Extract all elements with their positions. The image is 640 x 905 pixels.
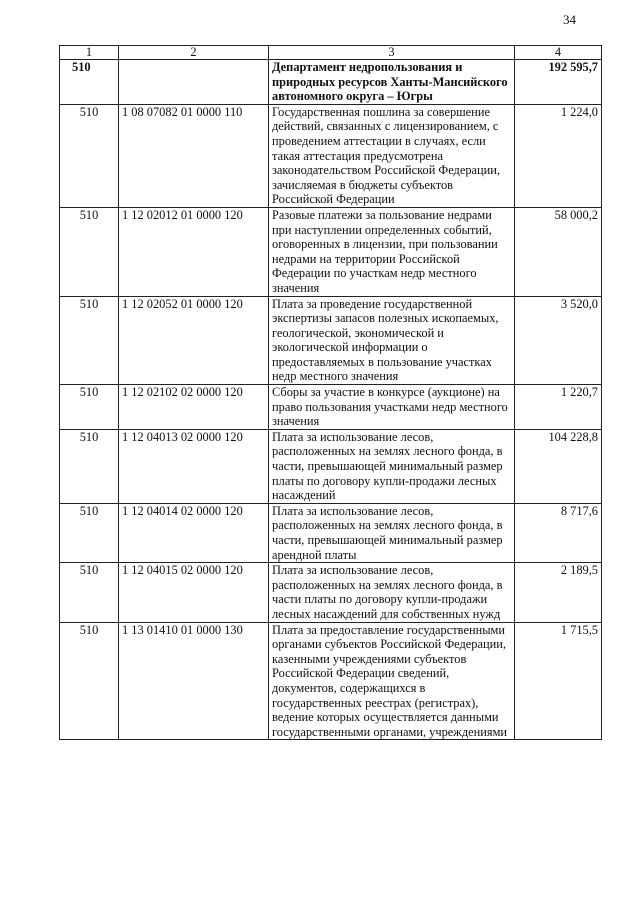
- amount-cell: 58 000,2: [515, 207, 602, 296]
- revenue-code-cell: 1 12 02052 01 0000 120: [119, 296, 269, 385]
- table-row: [60, 563, 602, 622]
- admin-code-cell: 510: [60, 104, 119, 207]
- table-row: [60, 385, 602, 430]
- amount-cell: 3 520,0: [515, 296, 602, 385]
- amount-cell: 192 595,7: [515, 60, 602, 105]
- table-row: [60, 429, 602, 503]
- description-cell: Сборы за участие в конкурсе (аукционе) на право пользования участками недр местного значения: [269, 385, 515, 430]
- amount-cell: 2 189,5: [515, 563, 602, 622]
- table-row: [60, 503, 602, 562]
- revenue-code-cell: 1 12 04013 02 0000 120: [119, 429, 269, 503]
- table-row: [60, 60, 602, 105]
- description-cell: Плата за использование лесов, расположенных на землях лесного фонда, в части платы по договору купли-продажи лесных насаждений для собственных нужд: [269, 563, 515, 622]
- page-number: 34: [563, 12, 576, 27]
- admin-code-cell: 510: [60, 622, 119, 740]
- column-header-4: 4: [515, 46, 602, 60]
- table-row: [60, 207, 602, 296]
- amount-cell: 8 717,6: [515, 503, 602, 562]
- amount-cell: 1 715,5: [515, 622, 602, 740]
- admin-code-cell: 510: [60, 296, 119, 385]
- amount-cell: 104 228,8: [515, 429, 602, 503]
- description-cell: Плата за предоставление государственными органами субъектов Российской Федерации, казенными учреждениями субъектов Российской Федерации сведений, документов, содержащихся в государственных реестрах (регистрах), ведение которых осуществляется данными государственными органами, учреждениями: [269, 622, 515, 740]
- admin-code-cell: 510: [60, 429, 119, 503]
- description-cell: Плата за использование лесов, расположенных на землях лесного фонда, в части, превышающей минимальный размер арендной платы: [269, 503, 515, 562]
- amount-cell: 1 220,7: [515, 385, 602, 430]
- revenue-table: [59, 45, 602, 740]
- description-cell: Плата за использование лесов, расположенных на землях лесного фонда, в части, превышающей минимальный размер платы по договору купли-продажи лесных насаждений: [269, 429, 515, 503]
- table-row: [60, 622, 602, 740]
- admin-code-cell: 510: [60, 503, 119, 562]
- admin-code-cell: 510: [60, 385, 119, 430]
- amount-cell: 1 224,0: [515, 104, 602, 207]
- revenue-code-cell: 1 12 02102 02 0000 120: [119, 385, 269, 430]
- column-header-1: 1: [60, 46, 119, 60]
- revenue-code-cell: 1 12 04014 02 0000 120: [119, 503, 269, 562]
- description-cell: Плата за проведение государственной экспертизы запасов полезных ископаемых, геологической, экономической и экологической информации о предоставляемых в пользование участках недр местного значения: [269, 296, 515, 385]
- table-row: [60, 104, 602, 207]
- table-row: [60, 296, 602, 385]
- description-cell: Разовые платежи за пользование недрами при наступлении определенных событий, оговоренных в лицензии, при пользовании недрами на территории Российской Федерации по участкам недр местного значения: [269, 207, 515, 296]
- revenue-code-cell: [119, 60, 269, 105]
- description-cell: Государственная пошлина за совершение действий, связанных с лицензированием, с проведением аттестации в случаях, если такая аттестация предусмотрена законодательством Российской Федерации, зачисляемая в бюджеты субъектов Российской Федерации: [269, 104, 515, 207]
- revenue-code-cell: 1 12 02012 01 0000 120: [119, 207, 269, 296]
- revenue-code-cell: 1 08 07082 01 0000 110: [119, 104, 269, 207]
- admin-code-cell: 510: [60, 563, 119, 622]
- description-cell: Департамент недропользования и природных ресурсов Ханты-Мансийского автономного округа – Югры: [269, 60, 515, 105]
- revenue-code-cell: 1 13 01410 01 0000 130: [119, 622, 269, 740]
- revenue-code-cell: 1 12 04015 02 0000 120: [119, 563, 269, 622]
- admin-code-cell: 510: [60, 207, 119, 296]
- column-header-2: 2: [119, 46, 269, 60]
- column-header-3: 3: [269, 46, 515, 60]
- table-header-row: [60, 46, 602, 60]
- admin-code-cell: 510: [60, 60, 119, 105]
